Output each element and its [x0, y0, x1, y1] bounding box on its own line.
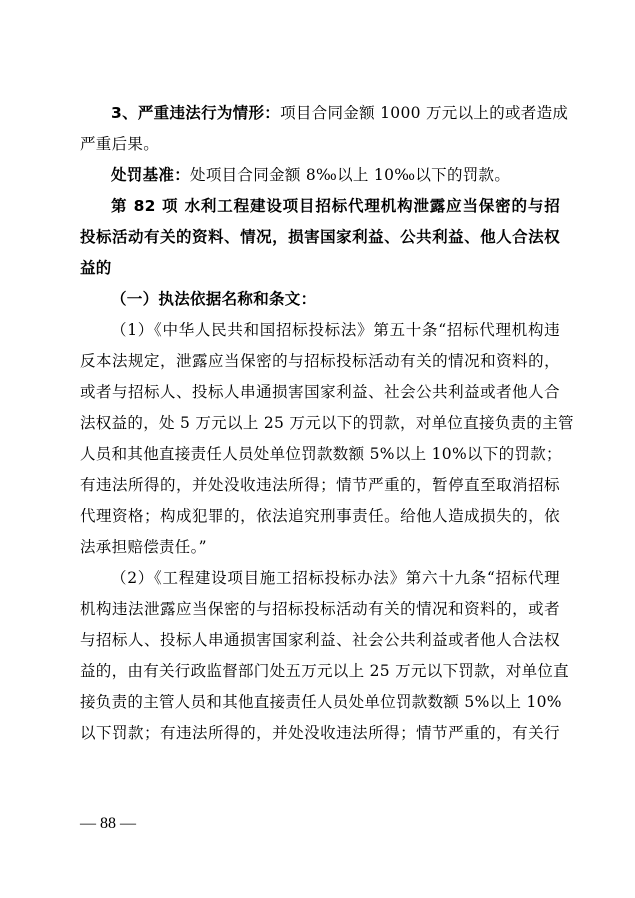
clause-1-line: 或者与招标人、投标人串通损害国家利益、社会公共利益或者他人合: [80, 383, 560, 401]
item-82-title-line-1: 第 82 项 水利工程建设项目招标代理机构泄露应当保密的与招: [111, 197, 560, 215]
clause-1-line: 法权益的，处 5 万元以上 25 万元以下的罚款，对单位直接负责的主管: [80, 414, 574, 432]
clause-2-line: 机构违法泄露应当保密的与招标投标活动有关的情况和资料的，或者: [80, 600, 560, 618]
document-page: [80, 98, 574, 749]
item-82-title-line-2: 投标活动有关的资料、情况，损害国家利益、公共利益、他人合法权: [80, 228, 560, 246]
clause-1-line: （1）《中华人民共和国招标投标法》第五十条“招标代理机构违: [111, 321, 560, 339]
clause-2-line: 以下罚款；有违法所得的，并处没收违法所得；情节严重的，有关行: [80, 724, 560, 742]
violation-severity-line-1: [80, 98, 569, 129]
clause-1-line: 法承担赔偿责任。”: [80, 538, 207, 556]
clause-2-line: 与招标人、投标人串通损害国家利益、社会公共利益或者他人合法权: [80, 631, 560, 649]
section-heading: （一）执法依据名称和条文：: [111, 290, 317, 308]
clause-2-line: 接负责的主管人员和其他直接责任人员处单位罚款数额 5%以上 10%: [80, 693, 562, 711]
penalty-standard-line: [80, 160, 560, 191]
page-number: — 88 —: [80, 815, 136, 832]
severity-label: 3、严重违法行为情形：: [111, 104, 281, 122]
clause-2-line: （2）《工程建设项目施工招标投标办法》第六十九条“招标代理: [111, 569, 560, 587]
clause-2-line: 益的，由有关行政监督部门处五万元以上 25 万元以下罚款，对单位直: [80, 662, 569, 680]
clause-1-line: 有违法所得的，并处没收违法所得；情节严重的，暂停直至取消招标: [80, 476, 560, 494]
violation-severity-line-2: 严重后果。: [80, 135, 160, 153]
penalty-standard-text: 处项目合同金额 8‰以上 10‰以下的罚款。: [190, 166, 511, 184]
clause-1-line: 人员和其他直接责任人员处单位罚款数额 5%以上 10%以下的罚款；: [80, 445, 562, 463]
clause-1-line: 代理资格；构成犯罪的，依法追究刑事责任。给他人造成损失的，依: [80, 507, 560, 525]
clause-1-line: 反本法规定，泄露应当保密的与招标投标活动有关的情况和资料的，: [80, 352, 560, 370]
item-82-title-line-3: 益的: [80, 259, 112, 277]
penalty-standard-label: 处罚基准：: [111, 166, 191, 184]
severity-text: 项目合同金额 1000 万元以上的或者造成: [280, 104, 569, 122]
